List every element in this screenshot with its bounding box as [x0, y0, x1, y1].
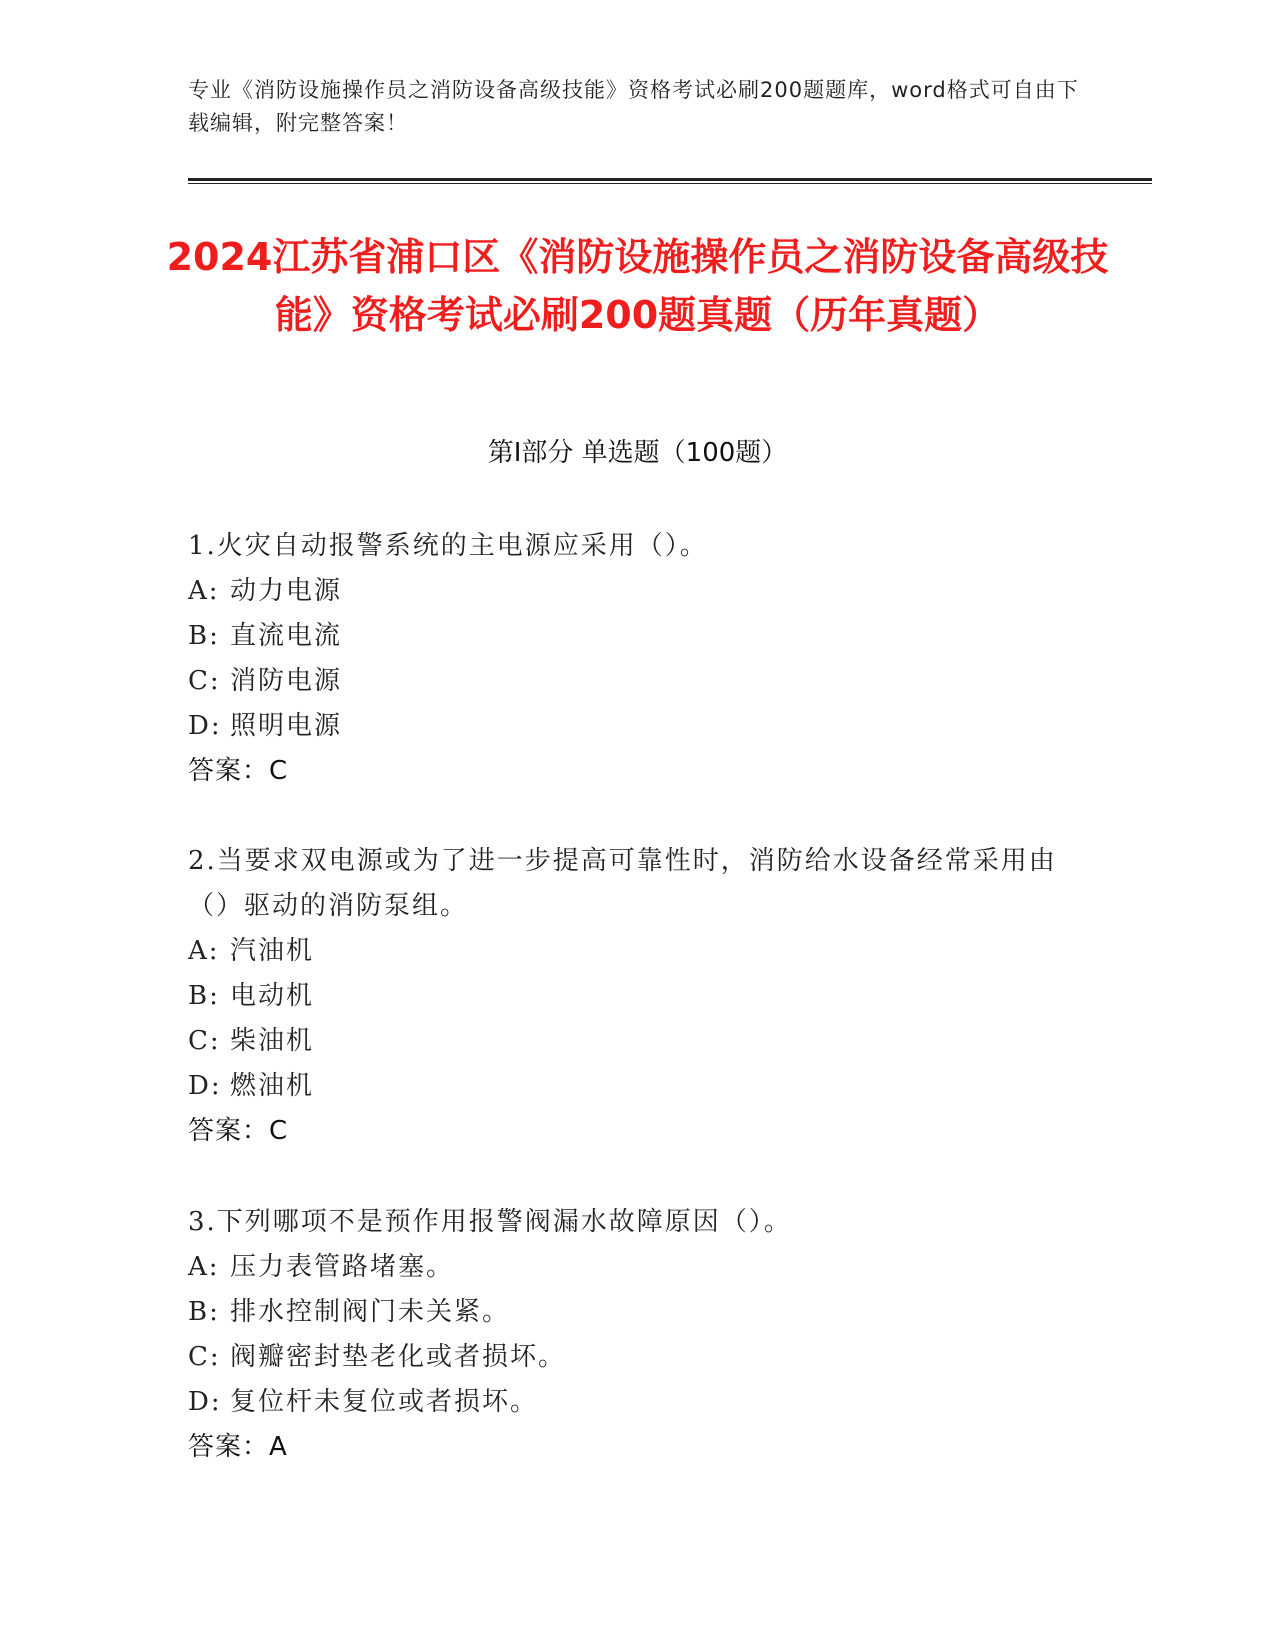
- option-letter: B:: [188, 1297, 220, 1327]
- option-b: [188, 1290, 1068, 1335]
- answer-line: 答案：A: [188, 1432, 288, 1462]
- header-divider-thick: [188, 178, 1152, 181]
- option-letter: C:: [188, 666, 221, 696]
- option-letter: B:: [188, 981, 220, 1011]
- question-stem: 1.火灾自动报警系统的主电源应采用（）。: [188, 531, 708, 561]
- option-a: [188, 569, 1068, 614]
- option-letter: D:: [188, 711, 222, 741]
- option-d: [188, 1380, 1068, 1425]
- answer-line: 答案：C: [188, 1116, 289, 1146]
- option-d: [188, 704, 1068, 749]
- header-note: 专业《消防设施操作员之消防设备高级技能》资格考试必刷200题题库，word格式可自由下载编辑，附完整答案！: [188, 78, 1079, 135]
- option-text: 电动机: [230, 981, 315, 1011]
- answer-line: 答案：C: [188, 756, 289, 786]
- option-text: 汽油机: [230, 936, 315, 966]
- option-letter: D:: [188, 1387, 222, 1417]
- section-heading: 第I部分 单选题（100题）: [487, 438, 788, 468]
- option-c: [188, 1335, 1068, 1380]
- option-c: [188, 1019, 1068, 1064]
- option-letter: C:: [188, 1026, 221, 1056]
- option-text: 燃油机: [230, 1071, 315, 1101]
- option-text: 消防电源: [230, 666, 343, 696]
- question-stem: 3.下列哪项不是预作用报警阀漏水故障原因（）。: [188, 1207, 792, 1237]
- question-1: [188, 524, 1068, 794]
- option-text: 阀瓣密封垫老化或者损坏。: [230, 1342, 567, 1372]
- document-title: 2024江苏省浦口区《消防设施操作员之消防设备高级技能》资格考试必刷200题真题（历年真题）: [166, 235, 1109, 337]
- option-text: 柴油机: [230, 1026, 315, 1056]
- option-letter: A:: [188, 576, 220, 606]
- option-text: 排水控制阀门未关紧。: [230, 1297, 511, 1327]
- option-b: [188, 614, 1068, 659]
- option-text: 照明电源: [230, 711, 343, 741]
- question-3: [188, 1200, 1068, 1470]
- question-2: [188, 839, 1068, 1154]
- option-a: [188, 1245, 1068, 1290]
- option-text: 直流电流: [230, 621, 343, 651]
- option-text: 动力电源: [230, 576, 343, 606]
- option-a: [188, 929, 1068, 974]
- option-text: 复位杆未复位或者损坏。: [230, 1387, 539, 1417]
- option-c: [188, 659, 1068, 704]
- question-stem: 2.当要求双电源或为了进一步提高可靠性时，消防给水设备经常采用由（）驱动的消防泵组。: [188, 846, 1057, 921]
- option-d: [188, 1064, 1068, 1109]
- option-text: 压力表管路堵塞。: [230, 1252, 455, 1282]
- option-letter: D:: [188, 1071, 222, 1101]
- option-letter: A:: [188, 936, 220, 966]
- option-b: [188, 974, 1068, 1019]
- header-divider-thin: [188, 183, 1152, 184]
- option-letter: C:: [188, 1342, 221, 1372]
- option-letter: B:: [188, 621, 220, 651]
- option-letter: A:: [188, 1252, 220, 1282]
